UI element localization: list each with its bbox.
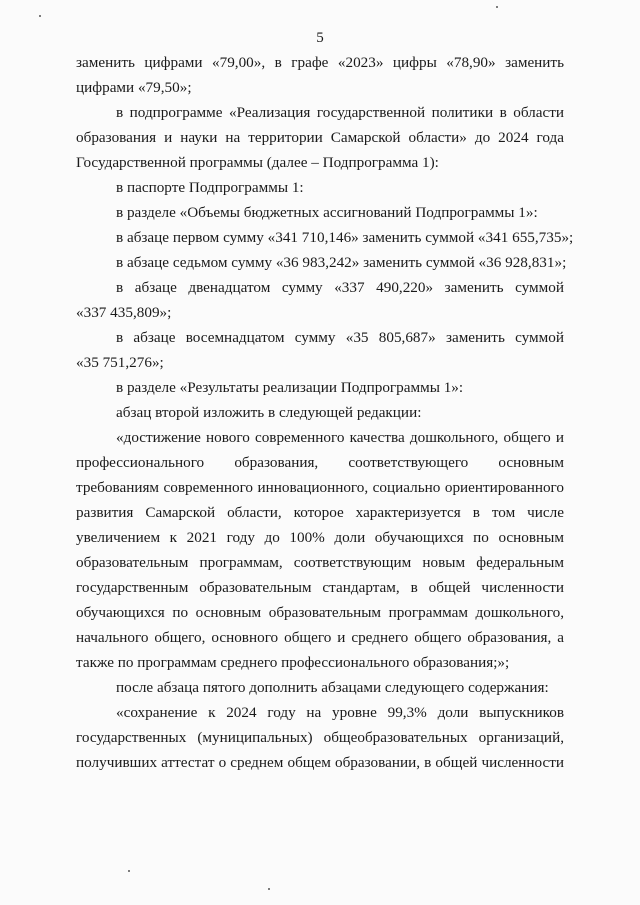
- text-line: в абзаце двенадцатом сумму «337 490,220» заменить суммой: [116, 279, 564, 296]
- text-line: «сохранение к 2024 году на уровне 99,3% доли выпускников: [116, 704, 564, 721]
- scan-speck: [268, 888, 270, 890]
- text-line: в абзаце первом сумму «341 710,146» заменить суммой «341 655,735»;: [116, 229, 574, 246]
- text-line: начального общего, основного общего и среднего общего образования, а: [76, 629, 564, 646]
- text-line: обучающихся по основным образовательным программам дошкольного,: [76, 604, 564, 621]
- text-line: получивших аттестат о среднем общем образовании, в общей численности: [76, 754, 564, 771]
- text-line: после абзаца пятого дополнить абзацами следующего содержания:: [116, 679, 549, 696]
- text-line: «337 435,809»;: [76, 304, 172, 321]
- text-line: требованиям современного инновационного, социально ориентированного: [76, 479, 564, 496]
- scan-speck: [128, 870, 130, 872]
- text-line: образования и науки на территории Самарской области» до 2024 года: [76, 129, 564, 146]
- text-line: образовательным программам, соответствующим новым федеральным: [76, 554, 564, 571]
- text-line: заменить цифрами «79,00», в графе «2023» цифры «78,90» заменить: [76, 54, 564, 71]
- scan-speck: [39, 15, 41, 17]
- text-line: в разделе «Объемы бюджетных ассигнований Подпрограммы 1»:: [116, 204, 538, 221]
- text-line: в разделе «Результаты реализации Подпрограммы 1»:: [116, 379, 464, 396]
- scan-speck: [496, 6, 498, 8]
- text-line: профессионального образования, соответствующего основным: [76, 454, 564, 471]
- text-line: абзац второй изложить в следующей редакции:: [116, 404, 422, 421]
- page-number: 5: [316, 30, 324, 46]
- text-line: в абзаце восемнадцатом сумму «35 805,687» заменить суммой: [116, 329, 564, 346]
- text-line: цифрами «79,50»;: [76, 79, 192, 96]
- text-line: «35 751,276»;: [76, 354, 164, 371]
- text-line: государственным образовательным стандартам, в общей численности: [76, 579, 564, 596]
- text-line: в паспорте Подпрограммы 1:: [116, 179, 304, 196]
- text-line: в подпрограмме «Реализация государственной политики в области: [116, 104, 564, 121]
- text-line: «достижение нового современного качества дошкольного, общего и: [116, 429, 564, 446]
- text-line: развития Самарской области, которое характеризуется в том числе: [76, 504, 564, 521]
- text-line: Государственной программы (далее – Подпрограмма 1):: [76, 154, 439, 171]
- text-line: государственных (муниципальных) общеобразовательных организаций,: [76, 729, 564, 746]
- text-line: увеличением к 2021 году до 100% доли обучающихся по основным: [76, 529, 564, 546]
- text-line: в абзаце седьмом сумму «36 983,242» заменить суммой «36 928,831»;: [116, 254, 567, 271]
- text-line: также по программам среднего профессионального образования;»;: [76, 654, 510, 671]
- document-body: [76, 50, 574, 775]
